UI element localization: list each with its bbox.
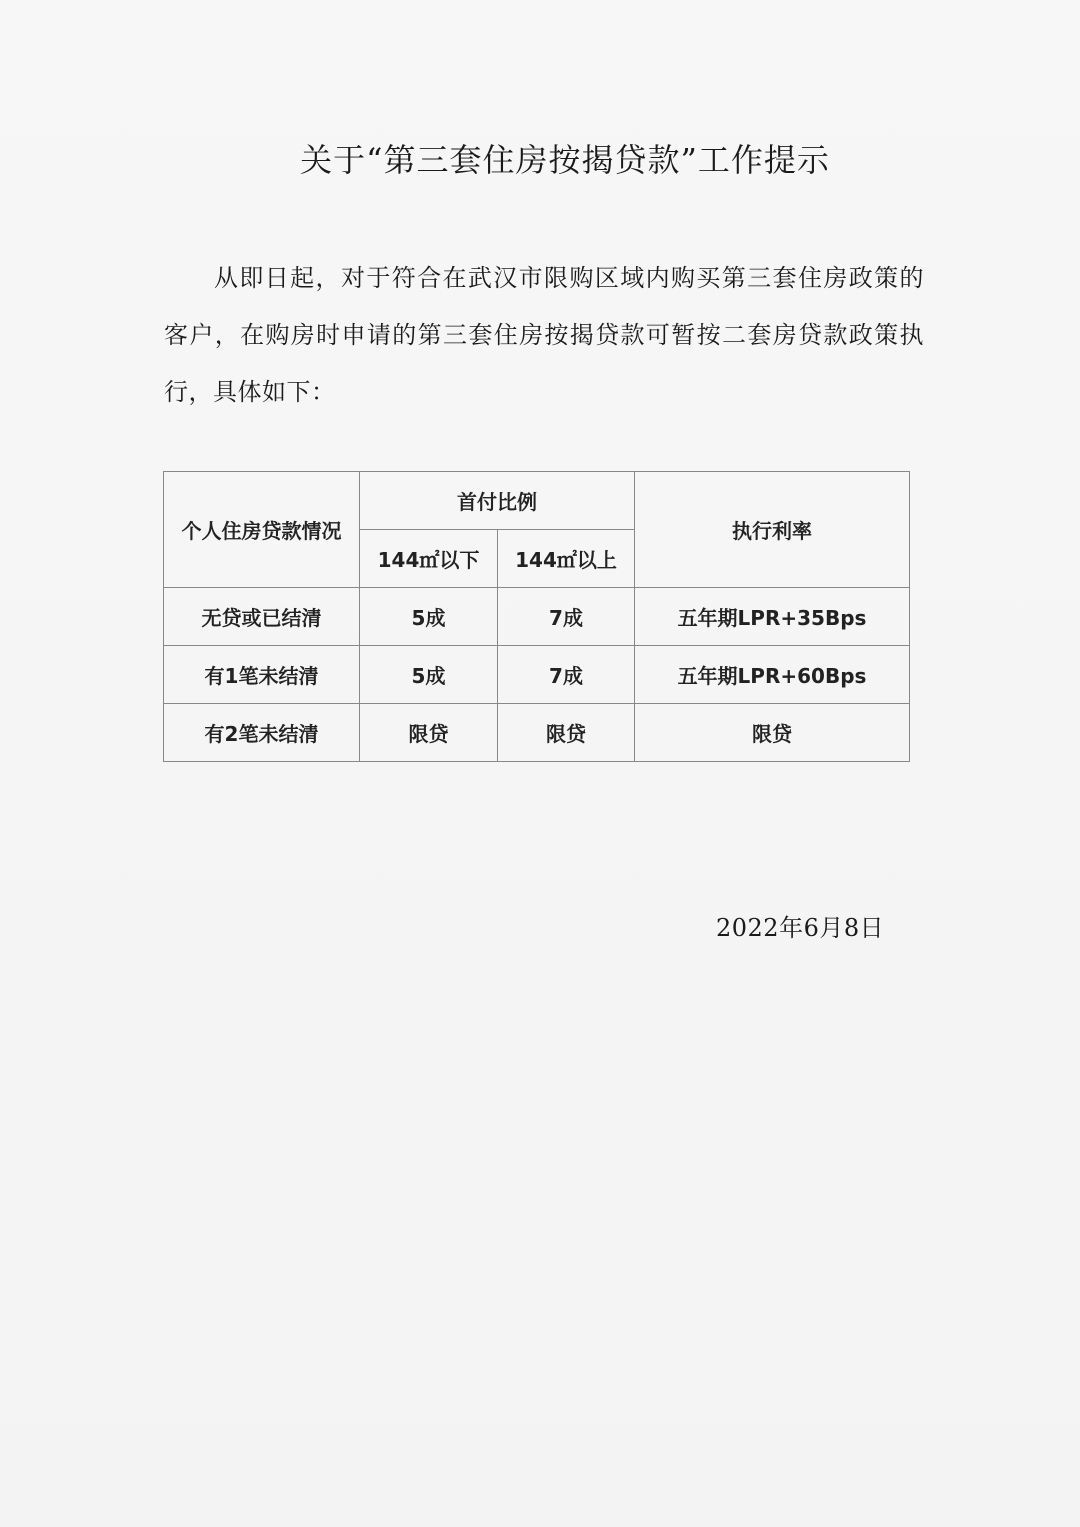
cell-below-144: 限贷	[360, 704, 498, 762]
loan-policy-table	[163, 471, 910, 762]
document-body-paragraph: 从即日起，对于符合在武汉市限购区域内购买第三套住房政策的客户，在购房时申请的第三套住房按揭贷款可暂按二套房贷款政策执行，具体如下：	[164, 264, 924, 406]
table-row	[164, 704, 910, 762]
header-below-144: 144㎡以下	[360, 530, 498, 588]
cell-loan-status: 无贷或已结清	[164, 588, 360, 646]
header-down-payment: 首付比例	[360, 472, 635, 530]
cell-rate: 五年期LPR+35Bps	[635, 588, 910, 646]
header-loan-status: 个人住房贷款情况	[164, 472, 360, 588]
document-date: 2022年6月8日	[716, 914, 885, 942]
header-above-144: 144㎡以上	[498, 530, 635, 588]
table-header-row	[164, 472, 910, 530]
cell-loan-status: 有2笔未结清	[164, 704, 360, 762]
cell-above-144: 7成	[498, 646, 635, 704]
cell-below-144: 5成	[360, 646, 498, 704]
table-row	[164, 646, 910, 704]
cell-above-144: 7成	[498, 588, 635, 646]
document-title: 关于“第三套住房按揭贷款”工作提示	[300, 141, 830, 179]
table-row	[164, 588, 910, 646]
cell-rate: 五年期LPR+60Bps	[635, 646, 910, 704]
cell-loan-status: 有1笔未结清	[164, 646, 360, 704]
cell-below-144: 5成	[360, 588, 498, 646]
header-interest-rate: 执行利率	[635, 472, 910, 588]
cell-rate: 限贷	[635, 704, 910, 762]
cell-above-144: 限贷	[498, 704, 635, 762]
